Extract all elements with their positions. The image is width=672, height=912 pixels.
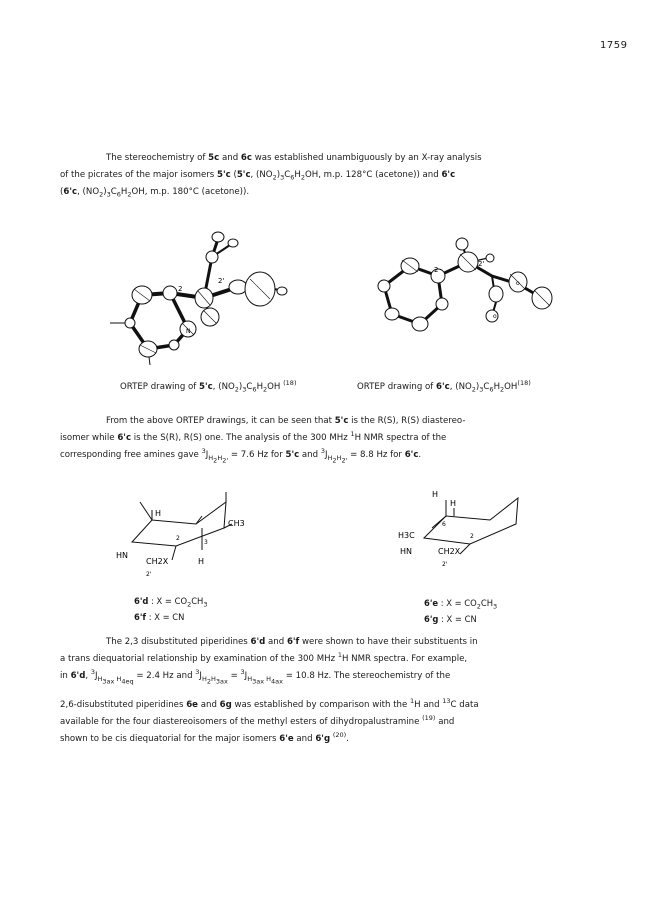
paragraph-2b [60,430,446,464]
label-h3c: H3C [398,531,415,540]
page-number: 1759 [600,40,628,51]
para2-line3: corresponding free amines gave $^3J_{H_2H_{2'}} = 7.6$ Hz for 5'c and $^3J_{H_2H_{2'}} = 8.8$ Hz for 6'c. [60,447,422,465]
paragraph-1 [106,150,482,167]
paragraph-2 [106,413,465,430]
atom-label-2: 2 [178,285,183,293]
compound-6g: 6'g : X = CN [424,614,477,624]
label-h-top: H [155,509,162,518]
paragraph-3 [106,634,478,651]
para2-line1: From the above ORTEP drawings, it can be seen that 5'c is the R(S), R(S) diastereo- [106,416,466,426]
para3-line5: available for the four diastereoisomers of the methyl esters of dihydropalustramine $^{(19)}$ and [60,714,455,727]
atom-label-2-right: 2 [434,266,439,274]
label-h-top1: H [432,490,439,499]
label-num2: 2 [176,535,180,542]
ortep-caption-left: ORTEP drawing of 5'c, $(NO_2)_3C_6H_2OH$ $^{(18)}$ [120,379,297,394]
label-num3: 3 [204,539,208,546]
atom-label-n: N [186,328,191,335]
compound-6f: 6'f : X = CN [134,612,185,622]
label-ch2x-right: CH2X [438,547,461,556]
atom-label-o2: o [493,313,497,320]
atom-label-o1: o [516,280,520,287]
ortep-drawing-6c [370,232,570,362]
para3-line6: shown to be cis diequatorial for the major isomers 6'e and 6'g $^{(20)}$. [60,731,349,744]
label-ch3: CH3 [228,519,245,528]
para3-line3: in 6'd, $^3J_{H_{3ax} H_{4eq}} = 2.4$ Hz and $^3J_{H_2H_{3ax}} = ^3J_{H_{3ax} H_{4ax}} = 10.8$ Hz. The stereochemistry of the [60,668,451,686]
label-num2prime: 2' [146,571,152,578]
atom-label-2prime: 2' [218,277,225,285]
label-hn-right: HN [400,547,412,556]
label-hn: HN [116,551,128,560]
ortep-drawing-5c [100,225,300,375]
para3-line2: a trans diequatorial relationship by examination of the 300 MHz $^1$H NMR spectra. For example, [60,651,468,664]
chair-structure-6d-6f [110,488,290,583]
compound-6d: 6'd : $X = CO_2CH_3$ [134,596,208,609]
para3-line1: The 2,3 disubstituted piperidines 6'd and 6'f were shown to have their substituents in [106,637,478,647]
label-h-bottom: H [198,557,205,566]
chair-structure-6e-6g [380,488,560,583]
compound-6e: 6'e : $X = CO_2CH_3$ [424,598,498,611]
para1-line2: of the picrates of the major isomers 5'c (5'c, $(NO_2)_3C_6H_2OH$, m.p. 128°C (acetone)) and 6'c [60,170,456,182]
para1-line3: (6'c, $(NO_2)_3C_6H_2OH$, m.p. 180°C (acetone)). [60,187,250,199]
label-num2-right: 2 [470,533,474,540]
label-num2prime-right: 2' [442,561,448,568]
para2-line2: isomer while 6'c is the S(R), R(S) one. The analysis of the 300 MHz $^1$H NMR spectra of the [60,430,447,443]
ortep-caption-right: ORTEP drawing of 6'c, $(NO_2)_3C_6H_2OH^{(18)}$ [357,379,531,394]
para3-line4: 2,6-disubstituted piperidines 6e and 6g was established by comparison with the $^1$H and $^{13}$C data [60,697,479,710]
paragraph-1b [60,167,455,201]
para1-line1: The stereochemistry of 5c and 6c was established unambiguously by an X-ray analysis [106,153,482,163]
label-h-top2: H [450,499,457,508]
paragraph-3b [60,651,479,748]
label-ch2x: CH2X [146,557,169,566]
atom-label-2prime-right: 2' [478,260,485,268]
label-num6: 6 [442,521,446,528]
